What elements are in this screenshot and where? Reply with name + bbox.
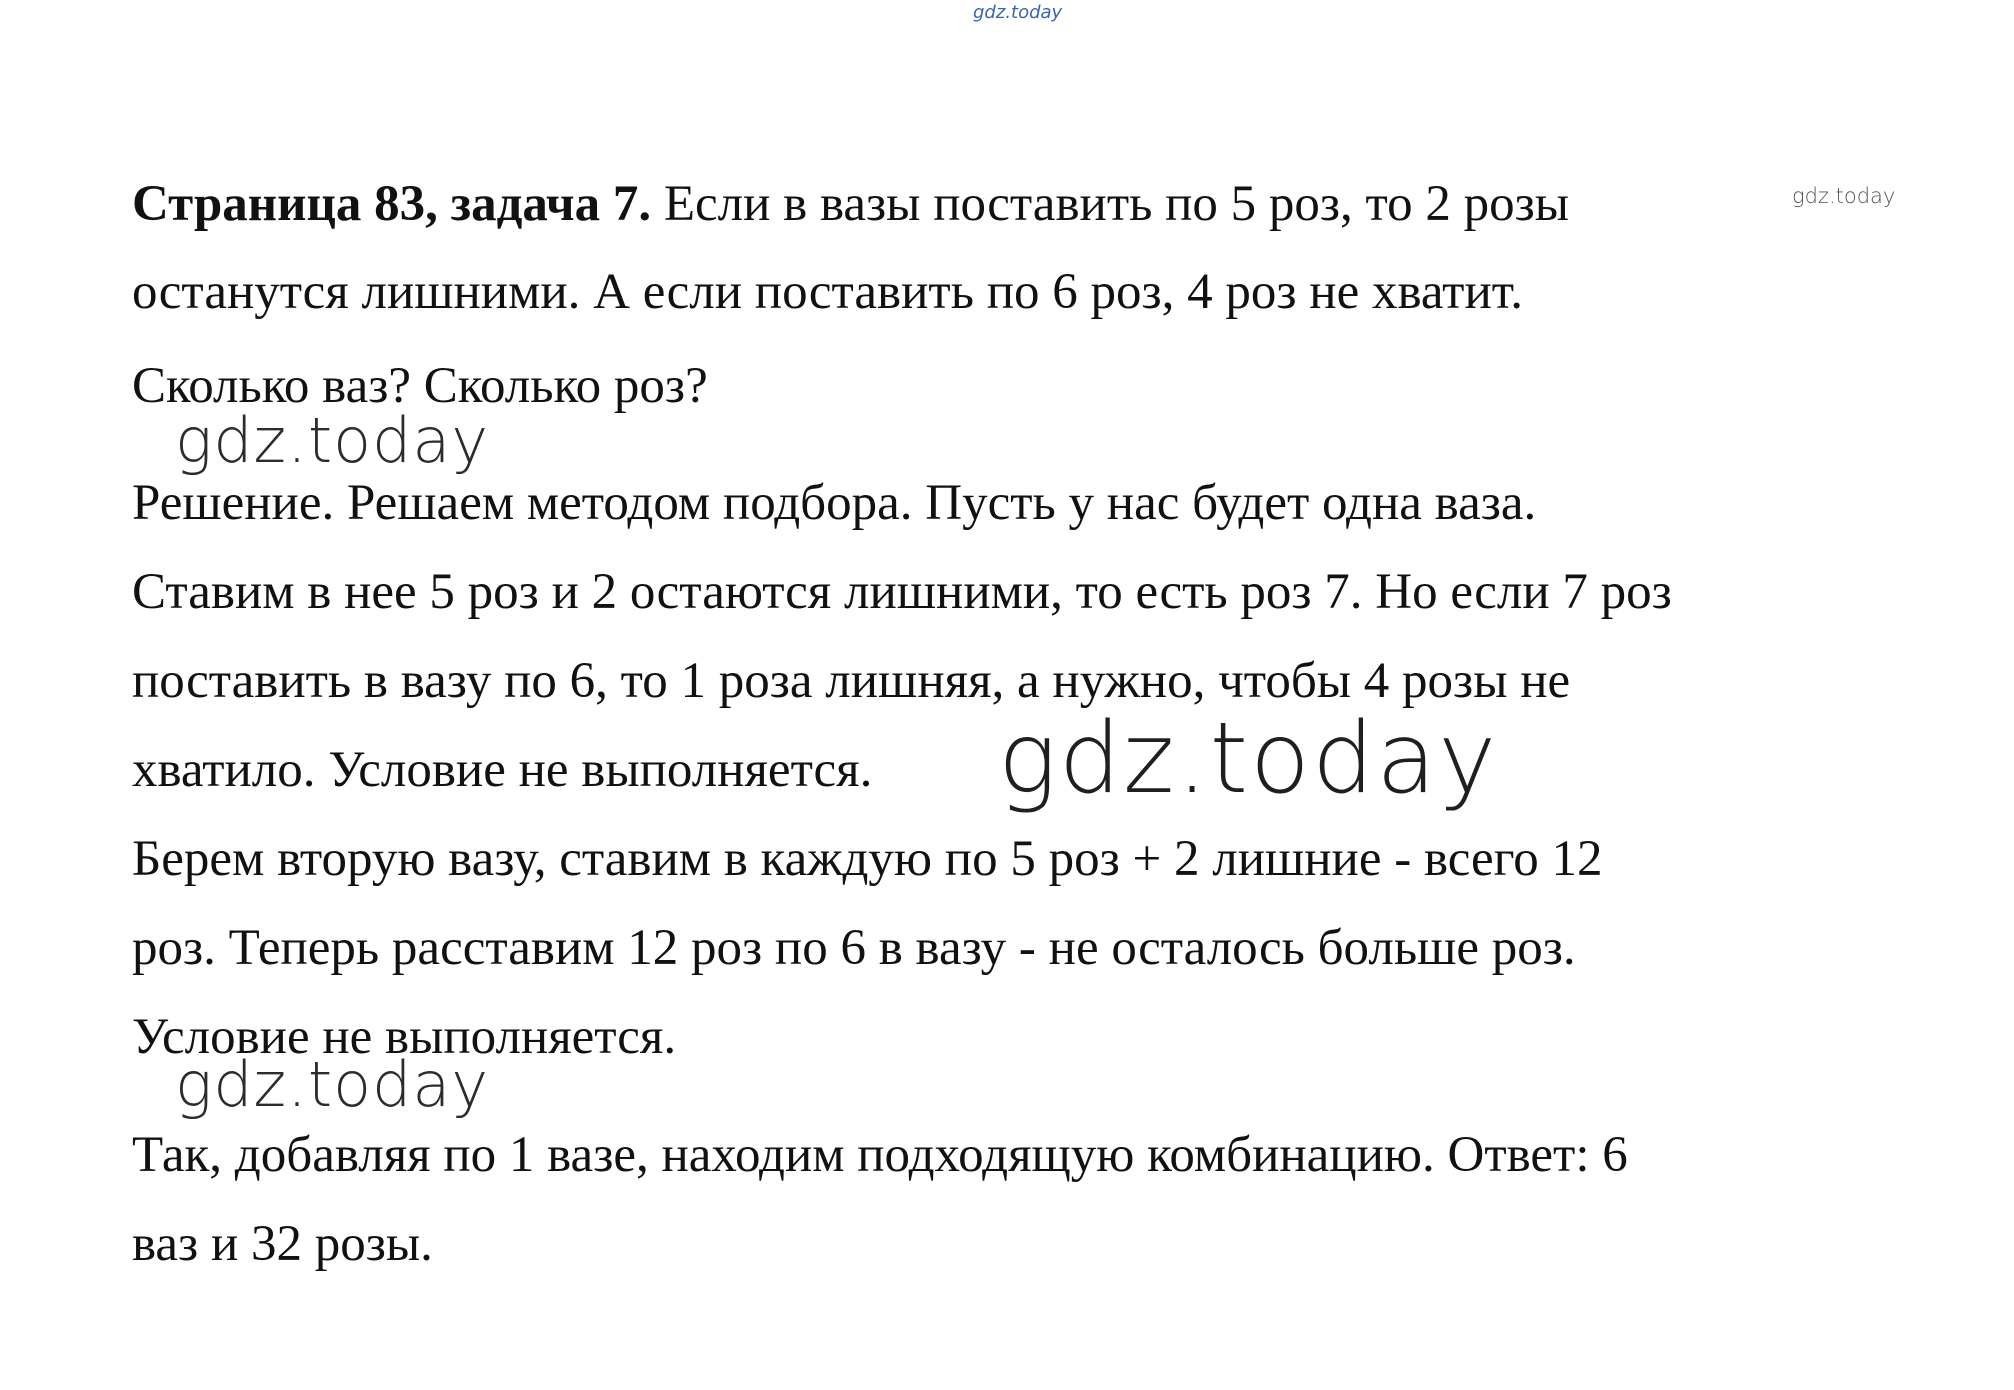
task-heading: Страница 83, задача 7. (132, 176, 652, 232)
task-line-3: Сколько ваз? Сколько роз? (132, 358, 708, 414)
solution-line-4: хватило. Условие не выполняется. (132, 742, 873, 798)
solution-line-2: Ставим в нее 5 роз и 2 остаются лишними, то есть роз 7. Но если 7 роз (132, 564, 1672, 620)
solution-line-1: Решение. Решаем методом подбора. Пусть у нас будет одна ваза. (132, 475, 1537, 531)
task-line-1 (132, 174, 1569, 234)
watermark-after-question: gdz.today (175, 404, 490, 477)
solution-line-6: роз. Теперь расставим 12 роз по 6 в вазу - не осталось больше роз. (132, 920, 1576, 976)
task-text-1: Если в вазы поставить по 5 роз, то 2 розы (651, 176, 1570, 232)
solution-line-8: Так, добавляя по 1 вазе, находим подходящую комбинацию. Ответ: 6 (132, 1127, 1628, 1183)
solution-line-7: Условие не выполняется. (132, 1009, 677, 1065)
watermark-superscript: gdz.today (1792, 184, 1896, 208)
solution-line-3: поставить в вазу по 6, то 1 роза лишняя, а нужно, чтобы 4 розы не (132, 653, 1571, 709)
watermark-inline-big: gdz.today (998, 702, 1499, 816)
watermark-top: gdz.today (973, 2, 1063, 23)
solution-line-5: Берем вторую вазу, ставим в каждую по 5 роз + 2 лишние - всего 12 (132, 831, 1603, 887)
watermark-before-answer: gdz.today (175, 1048, 490, 1121)
task-line-2: останутся лишними. А если поставить по 6 роз, 4 роз не хватит. (132, 264, 1523, 320)
solution-line-9: ваз и 32 розы. (132, 1216, 433, 1272)
